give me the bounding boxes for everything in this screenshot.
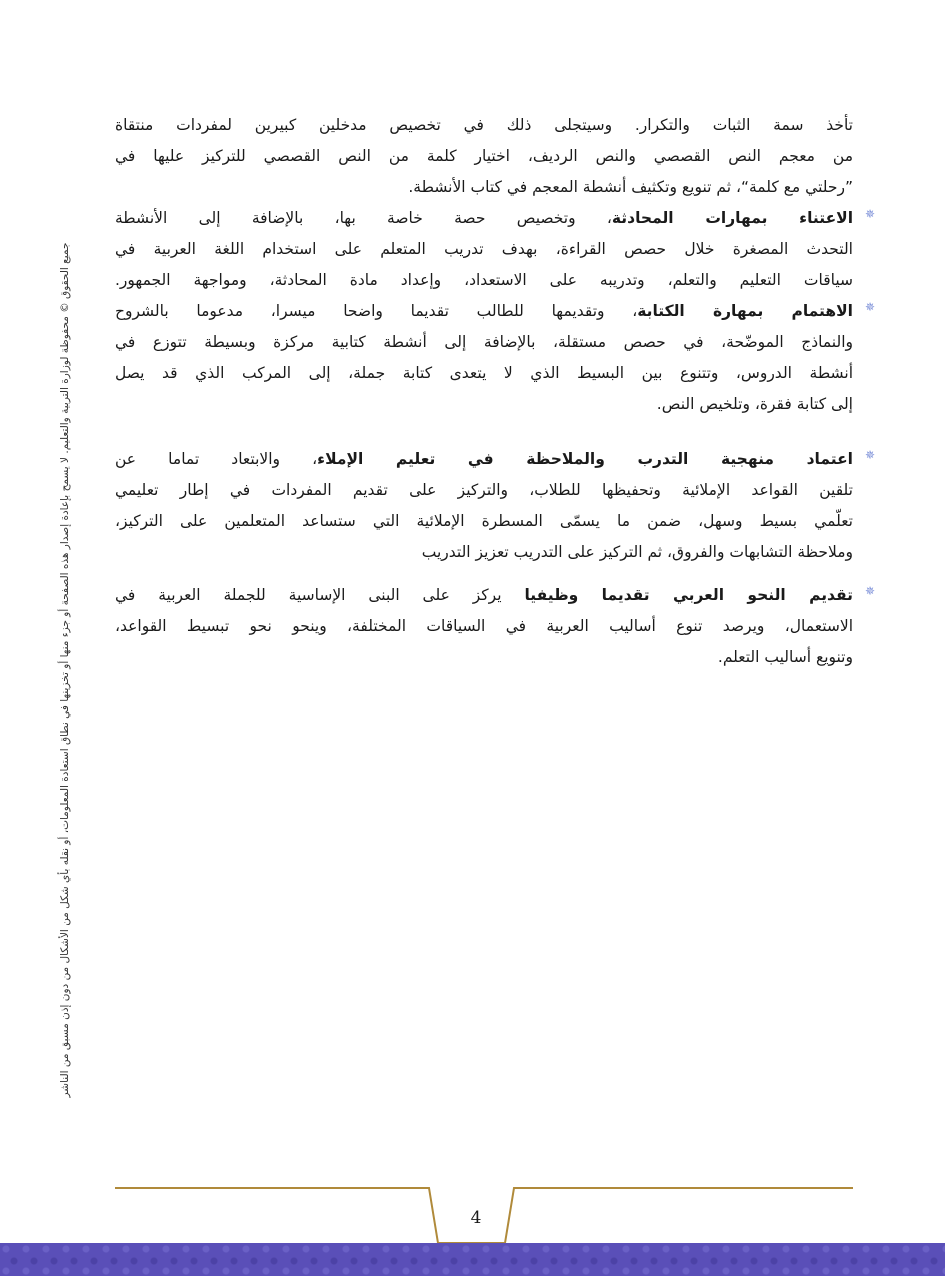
bullet-line: تلقين القواعد الإملائية وتحفيظها للطلاب، والتركيز على تقديم المفردات في إطار تعليمي xyxy=(115,481,853,499)
footer-pattern-band xyxy=(0,1243,945,1276)
bullet-star-icon: ✵ xyxy=(864,207,875,221)
bullet-line: التحدث المصغرة خلال حصص القراءة، بهدف تدريب المتعلم على استخدام اللغة العربية في xyxy=(115,240,853,258)
bullet-heading: الاعتناء بمهارات المحادثة xyxy=(611,209,854,227)
bullet-line: وتنويع أساليب التعلم. xyxy=(717,648,853,666)
bullet-line: سياقات التعليم والتعلم، وتدريبه على الاستعداد، وإعداد مادة المحادثة، ومواجهة الجمهور. xyxy=(115,271,853,289)
intro-line: ”رحلتي مع كلمة“، ثم تنويع وتكثيف أنشطة المعجم في كتاب الأنشطة. xyxy=(408,178,853,196)
intro-line: تأخذ سمة الثبات والتكرار. وسيتجلى ذلك في تخصيص مدخلين كبيرين لمفردات منتقاة xyxy=(115,116,853,134)
bullet-item xyxy=(115,444,875,568)
bullet-item xyxy=(115,203,875,296)
bullet-heading: اعتماد منهجية التدرب والملاحظة في تعليم الإملاء xyxy=(317,450,853,468)
bullet-heading: الاهتمام بمهارة الكتابة xyxy=(637,302,853,320)
copyright-notice: جميع الحقوق © محفوظة لوزارة التربية والتعليم. لا يسمح بإعادة إصدار هذه الصفحة أو جزء منها أو تخزينها في نطاق استعادة المعلومات، أو نقله بأي شكل من الأشكال من دون إذن مسبق من الناشر xyxy=(59,242,71,1098)
bullet-item xyxy=(115,296,875,420)
bullet-line: وملاحظة التشابهات والفروق، ثم التركيز على التدريب تعزيز التدريب xyxy=(421,543,853,561)
bullet-line: إلى كتابة فقرة، وتلخيص النص. xyxy=(656,395,853,413)
bullet-heading: تقديم النحو العربي تقديما وظيفيا xyxy=(524,586,853,604)
bullet-line: تعلّمي بسيط وسهل، ضمن ما يسمّى المسطرة الإملائية التي ستساعد المتعلمين على التركيز، xyxy=(115,512,853,530)
bullet-line: أنشطة الدروس، وتتنوع بين البسيط الذي لا يتعدى كتابة جملة، إلى المركب الذي قد يصل xyxy=(115,364,853,382)
bullet-star-icon: ✵ xyxy=(864,300,875,314)
bullet-text: ، وتخصيص حصة خاصة بها، بالإضافة إلى الأنشطة xyxy=(115,209,612,227)
bullet-line: والنماذج الموضّحة، في حصص مستقلة، بالإضافة إلى أنشطة كتابية مركزة وبسيطة تتوزع في xyxy=(115,333,853,351)
body-text xyxy=(115,110,875,673)
bullet-star-icon: ✵ xyxy=(864,448,875,462)
page-number: 4 xyxy=(470,1208,482,1228)
bullet-line: الاستعمال، ويرصد تنوع أساليب العربية في السياقات المختلفة، وينحو نحو تبسيط القواعد، xyxy=(115,617,853,635)
bullet-text: ، والابتعاد تماما عن xyxy=(115,450,318,468)
bullet-item xyxy=(115,580,875,673)
intro-line: من معجم النص القصصي والنص الرديف، اختيار كلمة من النص القصصي للتركيز عليها في xyxy=(115,147,853,165)
bullet-text: ، وتقديمها للطالب تقديما واضحا ميسرا، مدعوما بالشروح xyxy=(115,302,638,320)
bullet-text: يركز على البنى الإساسية للجملة العربية في xyxy=(115,586,525,604)
bullet-star-icon: ✵ xyxy=(864,584,875,598)
